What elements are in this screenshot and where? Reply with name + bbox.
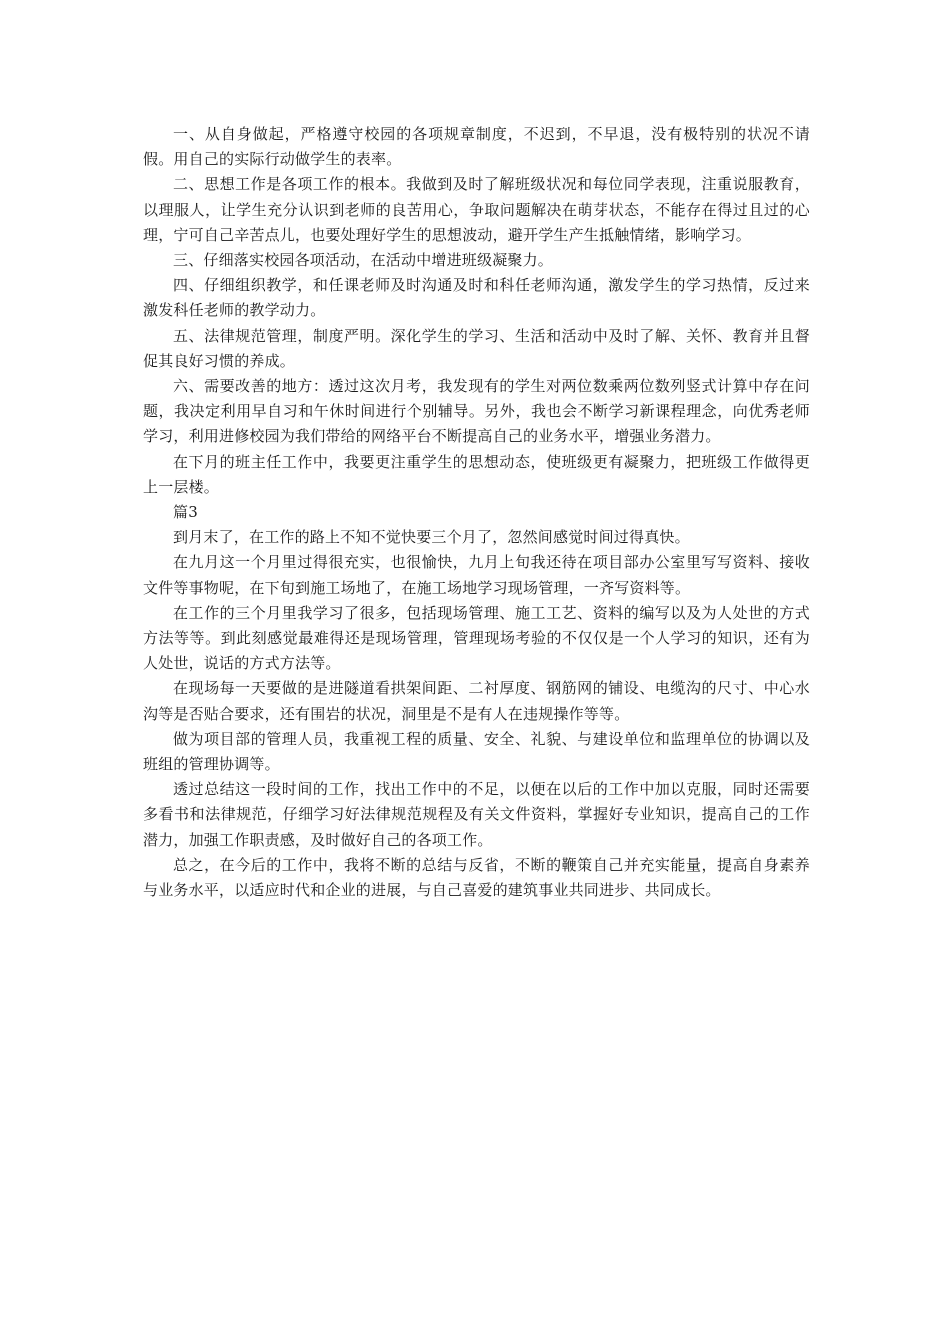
paragraph: 到月末了，在工作的路上不知不觉快要三个月了，忽然间感觉时间过得真快。 bbox=[173, 528, 690, 547]
paragraph: 在下月的班主任工作中，我要更注重学生的思想动态，使班级更有凝聚力，把班级工作做得更上一层楼。 bbox=[143, 452, 810, 496]
document-body bbox=[143, 122, 810, 903]
paragraph: 在九月这一个月里过得很充实，也很愉快，九月上旬我还待在项目部办公室里写写资料、接收文件等事物呢，在下旬到施工场地了，在施工场地学习现场管理，一齐写资料等。 bbox=[143, 553, 810, 597]
paragraph: 总之，在今后的工作中，我将不断的总结与反省，不断的鞭策自己并充实能量，提高自身素养与业务水平，以适应时代和企业的进展，与自己喜爱的建筑事业共同进步、共同成长。 bbox=[143, 855, 810, 900]
paragraph: 透过总结这一段时间的工作，找出工作中的不足，以便在以后的工作中加以克服，同时还需要多看书和法律规范，仔细学习好法律规范规程及有关文件资料，掌握好专业知识，提高自己的工作潜力，加强工作职责感，及时做好自己的各项工作。 bbox=[143, 780, 810, 849]
paragraph: 三、仔细落实校园各项活动，在活动中增进班级凝聚力。 bbox=[173, 251, 554, 270]
paragraph: 四、仔细组织教学，和任课老师及时沟通及时和科任老师沟通，激发学生的学习热情，反过来激发科任老师的教学动力。 bbox=[143, 276, 810, 320]
paragraph: 二、思想工作是各项工作的根本。我做到及时了解班级状况和每位同学表现，注重说服教育，以理服人，让学生充分认识到老师的良苦用心，争取问题解决在萌芽状态，不能存在得过且过的心理，宁可自己辛苦点儿，也要处理好学生的思想波动，避开学生产生抵触情绪，影响学习。 bbox=[143, 175, 810, 244]
paragraph: 一、从自身做起，严格遵守校园的各项规章制度，不迟到，不早退，没有极特别的状况不请假。用自己的实际行动做学生的表率。 bbox=[143, 125, 810, 169]
paragraph: 五、法律规范管理，制度严明。深化学生的学习、生活和活动中及时了解、关怀、教育并且督促其良好习惯的养成。 bbox=[143, 326, 810, 370]
section-heading: 篇3 bbox=[173, 503, 198, 522]
paragraph: 做为项目部的管理人员，我重视工程的质量、安全、礼貌、与建设单位和监理单位的协调以及班组的管理协调等。 bbox=[143, 729, 810, 774]
paragraph: 六、需要改善的地方：透过这次月考，我发现有的学生对两位数乘两位数列竖式计算中存在问题，我决定利用早自习和午休时间进行个别辅导。另外，我也会不断学习新课程理念，向优秀老师学习，利用进修校园为我们带给的网络平台不断提高自己的业务水平，增强业务潜力。 bbox=[143, 377, 810, 446]
paragraph: 在工作的三个月里我学习了很多，包括现场管理、施工工艺、资料的编写以及为人处世的方式方法等等。到此刻感觉最难得还是现场管理，管理现场考验的不仅仅是一个人学习的知识，还有为人处世，说话的方式方法等。 bbox=[143, 603, 810, 673]
paragraph: 在现场每一天要做的是进隧道看拱架间距、二衬厚度、钢筋网的铺设、电缆沟的尺寸、中心水沟等是否贴合要求，还有围岩的状况，洞里是不是有人在违规操作等等。 bbox=[143, 679, 810, 723]
